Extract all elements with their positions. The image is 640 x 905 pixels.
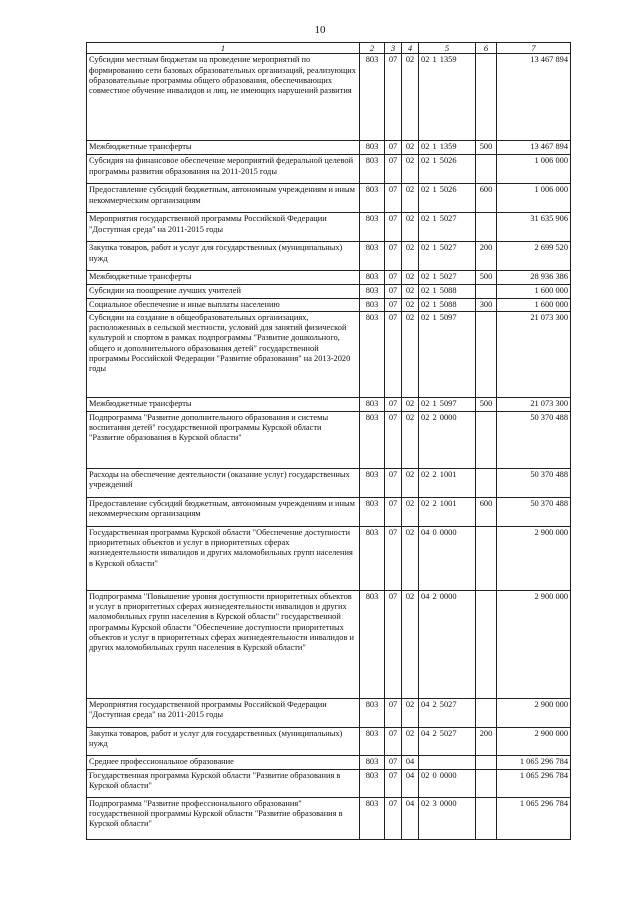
row-gr: 803 — [360, 213, 385, 242]
row-gr: 803 — [360, 298, 385, 311]
row-pr: 02 — [402, 242, 419, 271]
row-rz: 07 — [385, 468, 402, 497]
row-name: Подпрограмма "Повышение уровня доступности приоритетных объектов и услуг в приоритетных сферах жизнедеятельности инвалидов и других маломобильных групп населения в Курской области" государственной программы Курской области "Обеспечение доступности приоритетных объектов и услуг в приоритетных сферах жизнедеятельности инвалидов и других маломобильных групп населения в Курской области" — [87, 590, 360, 698]
header-cell: 6 — [476, 43, 497, 54]
row-rz: 07 — [385, 698, 402, 727]
row-vr: 500 — [476, 271, 497, 285]
row-rz: 07 — [385, 497, 402, 526]
row-rz: 07 — [385, 526, 402, 590]
row-sum: 1 065 296 784 — [497, 797, 571, 839]
row-gr: 803 — [360, 54, 385, 141]
row-name: Межбюджетные трансферты — [87, 141, 360, 155]
row-gr: 803 — [360, 497, 385, 526]
table-row — [87, 298, 571, 311]
row-vr: 500 — [476, 141, 497, 155]
row-rz: 07 — [385, 285, 402, 298]
table-row — [87, 468, 571, 497]
row-name: Расходы на обеспечение деятельности (оказание услуг) государственных учреждений — [87, 468, 360, 497]
row-pr: 02 — [402, 213, 419, 242]
row-vr — [476, 769, 497, 797]
row-csr — [419, 755, 476, 769]
table-row — [87, 54, 571, 141]
row-name: Субсидия на финансовое обеспечение мероприятий федеральной целевой программы развития образования на 2011-2015 годы — [87, 155, 360, 184]
header-cell: 1 — [87, 43, 360, 54]
row-sum: 13 467 894 — [497, 54, 571, 141]
row-name: Предоставление субсидий бюджетным, автономным учреждениям и иным некоммерческим организациям — [87, 497, 360, 526]
row-name: Предоставление субсидий бюджетным, автономным учреждениям и иным некоммерческим организациям — [87, 184, 360, 213]
row-vr: 600 — [476, 184, 497, 213]
row-csr: 02 1 5097 — [419, 311, 476, 397]
row-vr — [476, 411, 497, 468]
row-csr: 02 1 5027 — [419, 213, 476, 242]
row-sum: 21 073 300 — [497, 397, 571, 411]
table-row — [87, 497, 571, 526]
row-sum: 2 900 000 — [497, 526, 571, 590]
row-name: Межбюджетные трансферты — [87, 397, 360, 411]
table-row — [87, 727, 571, 755]
row-gr: 803 — [360, 797, 385, 839]
row-sum: 2 699 520 — [497, 242, 571, 271]
row-rz: 07 — [385, 590, 402, 698]
header-cell: 4 — [402, 43, 419, 54]
row-gr: 803 — [360, 271, 385, 285]
row-name: Государственная программа Курской области "Развитие образования в Курской области" — [87, 769, 360, 797]
row-csr: 02 2 0000 — [419, 411, 476, 468]
row-gr: 803 — [360, 285, 385, 298]
table-row — [87, 242, 571, 271]
row-gr: 803 — [360, 411, 385, 468]
row-rz: 07 — [385, 311, 402, 397]
row-name: Межбюджетные трансферты — [87, 271, 360, 285]
table-row — [87, 184, 571, 213]
row-name: Государственная программа Курской области "Обеспечение доступности приоритетных объектов и услуг в приоритетных сферах жизнедеятельности инвалидов и других маломобильных групп населения в Курской области" — [87, 526, 360, 590]
row-name: Субсидии на создание в общеобразовательных организациях, расположенных в сельской местности, условий для занятий физической культурой и спортом в рамках подпрограммы "Развитие дошкольного, общего и дополнительного образования детей" государственной программы Российской Федерации "Развитие образования" на 2013-2020 годы — [87, 311, 360, 397]
table-row — [87, 698, 571, 727]
row-gr: 803 — [360, 755, 385, 769]
table-row — [87, 411, 571, 468]
row-csr: 02 2 1001 — [419, 468, 476, 497]
row-csr: 04 0 0000 — [419, 526, 476, 590]
table-row — [87, 797, 571, 839]
row-sum: 1 006 000 — [497, 155, 571, 184]
row-name: Подпрограмма "Развитие дополнительного образования и системы воспитания детей" государственной программы Курской области "Развитие образования в Курской области" — [87, 411, 360, 468]
row-pr: 02 — [402, 526, 419, 590]
row-name: Мероприятия государственной программы Российской Федерации "Доступная среда" на 2011-2015 годы — [87, 698, 360, 727]
row-csr: 02 1 5097 — [419, 397, 476, 411]
row-pr: 02 — [402, 54, 419, 141]
row-pr: 02 — [402, 468, 419, 497]
row-rz: 07 — [385, 755, 402, 769]
row-csr: 02 1 5027 — [419, 242, 476, 271]
row-vr — [476, 285, 497, 298]
row-sum: 1 006 000 — [497, 184, 571, 213]
row-gr: 803 — [360, 242, 385, 271]
row-csr: 02 2 1001 — [419, 497, 476, 526]
row-pr: 02 — [402, 298, 419, 311]
row-rz: 07 — [385, 411, 402, 468]
row-csr: 02 3 0000 — [419, 797, 476, 839]
row-vr: 200 — [476, 727, 497, 755]
row-csr: 04 2 0000 — [419, 590, 476, 698]
row-name: Закупка товаров, работ и услуг для государственных (муниципальных) нужд — [87, 727, 360, 755]
row-rz: 07 — [385, 397, 402, 411]
row-vr — [476, 155, 497, 184]
row-csr: 02 1 1359 — [419, 141, 476, 155]
page-number: 10 — [314, 24, 326, 36]
row-csr: 02 1 5027 — [419, 271, 476, 285]
row-vr — [476, 526, 497, 590]
row-pr: 02 — [402, 155, 419, 184]
table-row — [87, 271, 571, 285]
row-gr: 803 — [360, 397, 385, 411]
row-csr: 02 1 5026 — [419, 184, 476, 213]
table-row — [87, 755, 571, 769]
row-vr: 300 — [476, 298, 497, 311]
table-body — [87, 54, 571, 840]
table-row — [87, 213, 571, 242]
row-name: Субсидии местным бюджетам на проведение мероприятий по формированию сети базовых образовательных организаций, реализующих образовательные программы общего образования, обеспечивающих совместное обучение инвалидов и лиц, не имеющих нарушений развития — [87, 54, 360, 141]
row-sum: 50 370 488 — [497, 497, 571, 526]
table-row — [87, 397, 571, 411]
row-csr: 02 1 5088 — [419, 285, 476, 298]
row-pr: 02 — [402, 285, 419, 298]
row-vr — [476, 468, 497, 497]
row-name: Среднее профессиональное образование — [87, 755, 360, 769]
row-sum: 21 073 300 — [497, 311, 571, 397]
row-pr: 02 — [402, 497, 419, 526]
row-name: Подпрограмма "Развитие профессионального образования" государственной программы Курской области "Развитие образования в Курской области" — [87, 797, 360, 839]
table-row — [87, 590, 571, 698]
header-cell: 3 — [385, 43, 402, 54]
row-rz: 07 — [385, 797, 402, 839]
row-pr: 02 — [402, 271, 419, 285]
row-gr: 803 — [360, 184, 385, 213]
row-pr: 02 — [402, 727, 419, 755]
row-sum: 28 936 386 — [497, 271, 571, 285]
row-gr: 803 — [360, 155, 385, 184]
row-rz: 07 — [385, 727, 402, 755]
row-vr — [476, 590, 497, 698]
row-rz: 07 — [385, 184, 402, 213]
row-name: Субсидии на поощрение лучших учителей — [87, 285, 360, 298]
row-sum: 2 900 000 — [497, 590, 571, 698]
row-rz: 07 — [385, 271, 402, 285]
row-gr: 803 — [360, 698, 385, 727]
row-vr — [476, 755, 497, 769]
row-gr: 803 — [360, 311, 385, 397]
row-csr: 02 0 0000 — [419, 769, 476, 797]
row-rz: 07 — [385, 769, 402, 797]
table-row — [87, 769, 571, 797]
budget-table — [86, 42, 571, 840]
row-rz: 07 — [385, 155, 402, 184]
row-vr: 200 — [476, 242, 497, 271]
row-gr: 803 — [360, 141, 385, 155]
row-rz: 07 — [385, 213, 402, 242]
row-sum: 1 600 000 — [497, 285, 571, 298]
table-row — [87, 155, 571, 184]
row-sum: 2 900 000 — [497, 698, 571, 727]
row-gr: 803 — [360, 526, 385, 590]
row-pr: 02 — [402, 411, 419, 468]
row-csr: 04 2 5027 — [419, 698, 476, 727]
row-pr: 04 — [402, 755, 419, 769]
row-name: Закупка товаров, работ и услуг для государственных (муниципальных) нужд — [87, 242, 360, 271]
row-rz: 07 — [385, 242, 402, 271]
row-csr: 02 1 5026 — [419, 155, 476, 184]
row-sum: 1 065 296 784 — [497, 769, 571, 797]
row-sum: 1 600 000 — [497, 298, 571, 311]
row-vr: 500 — [476, 397, 497, 411]
row-vr — [476, 54, 497, 141]
row-sum: 2 900 000 — [497, 727, 571, 755]
row-csr: 04 2 5027 — [419, 727, 476, 755]
row-pr: 02 — [402, 397, 419, 411]
row-pr: 02 — [402, 698, 419, 727]
row-vr — [476, 698, 497, 727]
row-pr: 04 — [402, 769, 419, 797]
row-gr: 803 — [360, 468, 385, 497]
row-vr: 600 — [476, 497, 497, 526]
row-pr: 02 — [402, 311, 419, 397]
table-row — [87, 141, 571, 155]
row-pr: 02 — [402, 590, 419, 698]
row-sum: 1 065 296 784 — [497, 755, 571, 769]
row-name: Мероприятия государственной программы Российской Федерации "Доступная среда" на 2011-2015 годы — [87, 213, 360, 242]
row-vr — [476, 797, 497, 839]
row-name: Социальное обеспечение и иные выплаты населению — [87, 298, 360, 311]
row-pr: 04 — [402, 797, 419, 839]
table-row — [87, 285, 571, 298]
row-pr: 02 — [402, 184, 419, 213]
row-rz: 07 — [385, 298, 402, 311]
row-vr — [476, 311, 497, 397]
row-vr — [476, 213, 497, 242]
header-row — [87, 43, 571, 54]
row-sum: 31 635 906 — [497, 213, 571, 242]
row-csr: 02 1 5088 — [419, 298, 476, 311]
table-row — [87, 526, 571, 590]
header-cell: 2 — [360, 43, 385, 54]
row-sum: 50 370 488 — [497, 468, 571, 497]
header-cell: 7 — [497, 43, 571, 54]
row-gr: 803 — [360, 727, 385, 755]
header-cell: 5 — [419, 43, 476, 54]
row-gr: 803 — [360, 769, 385, 797]
row-rz: 07 — [385, 54, 402, 141]
row-sum: 50 370 488 — [497, 411, 571, 468]
row-gr: 803 — [360, 590, 385, 698]
row-sum: 13 467 894 — [497, 141, 571, 155]
row-pr: 02 — [402, 141, 419, 155]
row-csr: 02 1 1359 — [419, 54, 476, 141]
table-row — [87, 311, 571, 397]
row-rz: 07 — [385, 141, 402, 155]
